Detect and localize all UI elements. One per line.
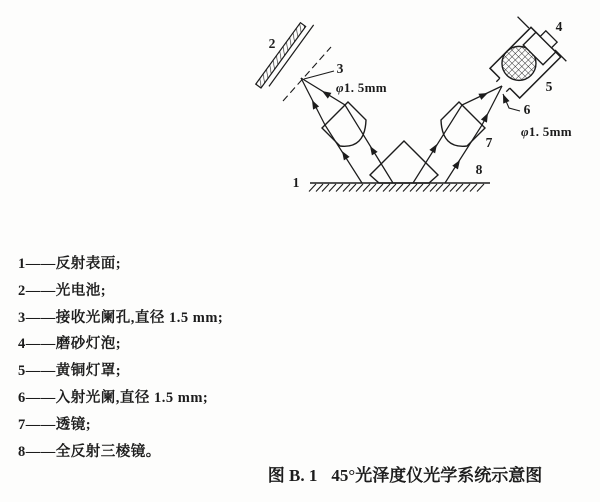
phi-symbol: φ — [336, 80, 344, 95]
legend-item: 1——反射表面; — [18, 256, 122, 272]
part-label-photocell: 2 — [268, 36, 276, 51]
part-label-incident-aperture: 6 — [523, 102, 531, 117]
part-label-lamp-shade: 5 — [545, 79, 553, 94]
diameter-value: 1. 5mm — [343, 80, 387, 95]
figure-caption — [210, 461, 600, 486]
arrow-icon — [500, 93, 510, 104]
photocell-strip — [256, 23, 306, 88]
arrow-icon — [320, 88, 331, 99]
surface-hatching — [309, 184, 484, 192]
legend-item: 7——透镜; — [18, 416, 92, 433]
figure-title: 45°光泽度仪光学系统示意图 — [331, 466, 543, 485]
part-label-lens: 7 — [485, 135, 493, 150]
photocell-cover-line — [269, 25, 314, 86]
legend-item: 8——全反射三棱镜。 — [18, 443, 161, 460]
phi-symbol: φ — [521, 124, 529, 139]
arrow-icon — [309, 98, 319, 109]
receiving-aperture-diameter — [336, 80, 387, 95]
arrow-icon — [478, 90, 489, 100]
legend-item: 4——磨砂灯泡; — [18, 336, 122, 353]
part-label-surface: 1 — [292, 175, 300, 190]
figure-legend — [18, 251, 223, 465]
diameter-value: 1. 5mm — [528, 124, 572, 139]
lens-left — [322, 102, 366, 146]
arrow-icon — [481, 111, 491, 122]
legend-item: 5——黄铜灯罩; — [18, 363, 122, 380]
arrow-icon — [367, 144, 378, 155]
part-label-bulb: 4 — [555, 19, 563, 34]
figure-number: 图 B. 1 — [267, 466, 318, 485]
legend-item: 6——入射光阑,直径 1.5 mm; — [18, 389, 209, 406]
part-label-prism: 8 — [475, 162, 483, 177]
arrow-icon — [452, 158, 463, 169]
arrow-icon — [339, 149, 350, 160]
legend-item: 3——接收光阑孔,直径 1.5 mm; — [18, 309, 224, 326]
lens-right — [441, 102, 485, 146]
part-label-receiving-aperture: 3 — [336, 61, 344, 76]
incident-aperture-diameter — [521, 124, 572, 139]
aperture-notch — [496, 78, 509, 91]
optical-system-diagram — [0, 0, 600, 240]
legend-item: 2——光电池; — [18, 282, 107, 299]
